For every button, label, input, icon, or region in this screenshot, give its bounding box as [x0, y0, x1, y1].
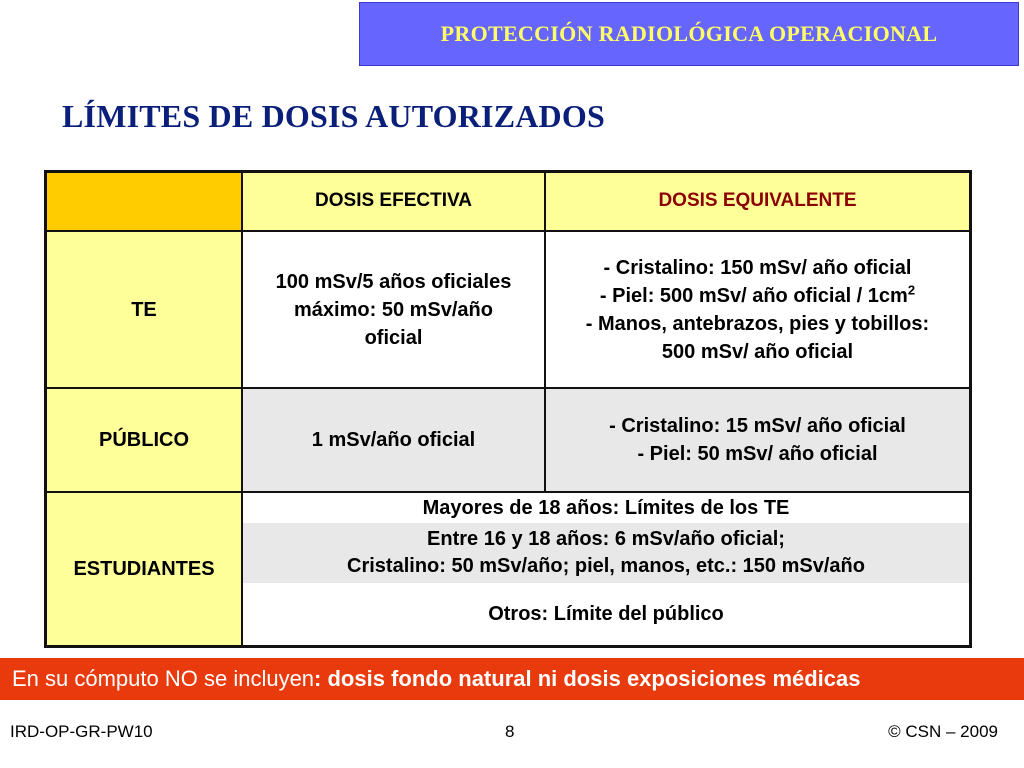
- banner-prefix: En su cómputo NO se incluyen: [12, 666, 315, 691]
- footer-document-code: IRD-OP-GR-PW10: [10, 722, 153, 741]
- te-equiv-line-3: - Manos, antebrazos, pies y tobillos:: [585, 312, 930, 335]
- estudiantes-entre: [243, 523, 969, 583]
- exclusion-banner: [0, 658, 1024, 700]
- estudiantes-entre-line-2: Cristalino: 50 mSv/año; piel, manos, etc.: 150 mSv/año: [347, 555, 865, 577]
- te-equivalent-dose: [546, 232, 969, 387]
- estudiantes-limits: [243, 493, 969, 645]
- row-label-estudiantes: ESTUDIANTES: [47, 493, 241, 645]
- publico-effective-dose: 1 mSv/año oficial: [243, 389, 544, 491]
- dose-limits-table: [44, 170, 972, 648]
- te-equiv-line-2: [586, 282, 929, 310]
- publico-equivalent-dose: [546, 389, 969, 491]
- publico-equiv-line-2: - Piel: 50 mSv/ año oficial: [637, 443, 878, 465]
- te-equiv-line-2-text: - Piel: 500 mSv/ año oficial / 1cm: [599, 284, 908, 307]
- te-effective-line-2: máximo: 50 mSv/año: [294, 298, 493, 321]
- row-label-publico: PÚBLICO: [47, 389, 241, 491]
- te-effective-line-3: oficial: [364, 326, 423, 349]
- table-corner: [47, 173, 241, 230]
- slide-title: LÍMITES DE DOSIS AUTORIZADOS: [62, 98, 605, 134]
- banner-emphasis: : dosis fondo natural ni dosis exposiciones médicas: [314, 666, 861, 691]
- te-effective-dose: [243, 232, 544, 387]
- te-equiv-superscript: 2: [907, 281, 916, 297]
- course-header: [359, 2, 1019, 66]
- estudiantes-otros: Otros: Límite del público: [243, 583, 969, 645]
- header-equivalent-dose: DOSIS EQUIVALENTE: [546, 173, 969, 230]
- footer-page-number: 8: [505, 722, 515, 741]
- estudiantes-entre-line-1: Entre 16 y 18 años: 6 mSv/año oficial;: [427, 528, 785, 550]
- footer-copyright: © CSN – 2009: [888, 722, 998, 741]
- te-equiv-line-1: - Cristalino: 150 mSv/ año oficial: [603, 256, 912, 279]
- row-label-te: TE: [47, 232, 241, 387]
- te-equiv-line-4: 500 mSv/ año oficial: [661, 340, 854, 363]
- header-effective-dose: DOSIS EFECTIVA: [243, 173, 544, 230]
- publico-equiv-line-1: - Cristalino: 15 mSv/ año oficial: [609, 415, 906, 437]
- course-title: PROTECCIÓN RADIOLÓGICA OPERACIONAL: [440, 21, 938, 46]
- estudiantes-mayores: Mayores de 18 años: Límites de los TE: [243, 493, 969, 523]
- te-effective-line-1: 100 mSv/5 años oficiales: [275, 270, 512, 293]
